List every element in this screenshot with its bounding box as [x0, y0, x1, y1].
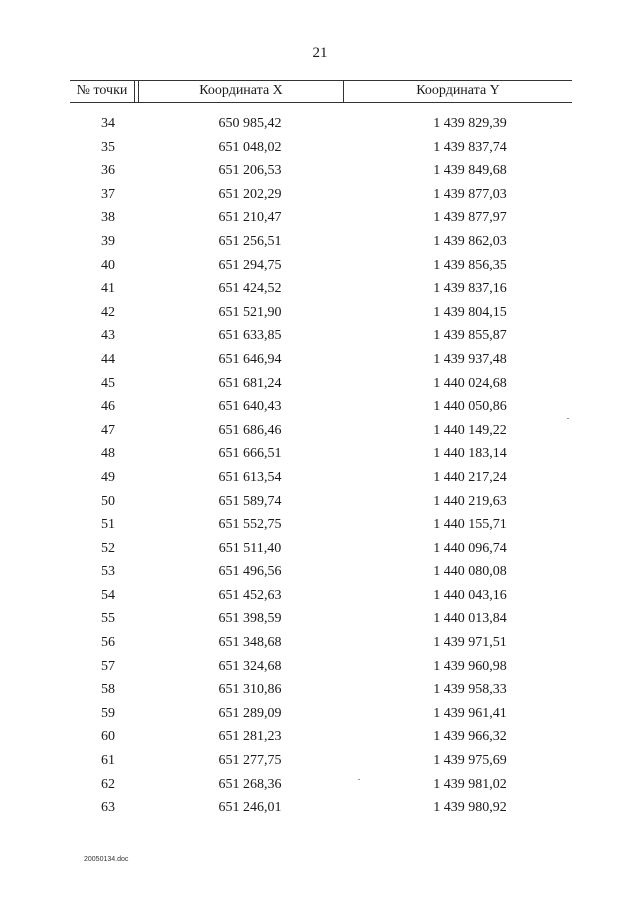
scan-speck: [358, 779, 360, 780]
table-row: [0, 492, 640, 516]
row-coordinate-x: 651 552,75: [218, 517, 282, 533]
row-coordinate-y: 1 439 971,51: [433, 635, 507, 651]
row-coordinate-y: 1 439 862,03: [433, 233, 507, 249]
row-coordinate-x: 651 324,68: [218, 658, 282, 674]
row-coordinate-y: 1 440 024,68: [433, 375, 507, 391]
header-coordinate-x: Координата X: [139, 81, 344, 102]
row-coordinate-y: 1 439 980,92: [433, 800, 507, 816]
row-coordinate-x: 651 496,56: [218, 564, 282, 580]
row-coordinate-x: 651 294,75: [218, 257, 282, 273]
table-row: [0, 515, 640, 539]
row-coordinate-x: 651 686,46: [218, 422, 282, 438]
row-coordinate-x: 651 289,09: [218, 705, 282, 721]
row-point-number: 59: [101, 705, 115, 721]
row-point-number: 54: [101, 587, 115, 603]
row-coordinate-x: 651 424,52: [218, 281, 282, 297]
table-row: [0, 232, 640, 256]
table-row: [0, 256, 640, 280]
row-coordinate-y: 1 440 043,16: [433, 587, 507, 603]
row-coordinate-y: 1 439 877,03: [433, 186, 507, 202]
row-coordinate-x: 651 210,47: [218, 210, 282, 226]
row-point-number: 60: [101, 729, 115, 745]
table-row: [0, 680, 640, 704]
page-number: 21: [312, 45, 328, 61]
table-row: [0, 586, 640, 610]
table-row: [0, 303, 640, 327]
row-point-number: 55: [101, 611, 115, 627]
header-coordinate-y: Координата Y: [416, 83, 500, 98]
row-coordinate-y: 1 440 013,84: [433, 611, 507, 627]
row-point-number: 41: [101, 281, 115, 297]
row-point-number: 38: [101, 210, 115, 226]
table-row: [0, 114, 640, 138]
row-coordinate-x: 651 398,59: [218, 611, 282, 627]
row-point-number: 44: [101, 351, 115, 367]
row-coordinate-x: 651 246,01: [218, 800, 282, 816]
table-row: [0, 185, 640, 209]
row-point-number: 37: [101, 186, 115, 202]
row-coordinate-x: 651 268,36: [218, 776, 282, 792]
row-coordinate-y: 1 439 837,74: [433, 139, 507, 155]
row-coordinate-x: 651 666,51: [218, 446, 282, 462]
row-coordinate-y: 1 440 050,86: [433, 399, 507, 415]
row-coordinate-y: 1 439 856,35: [433, 257, 507, 273]
row-coordinate-y: 1 439 958,33: [433, 682, 507, 698]
row-coordinate-y: 1 440 183,14: [433, 446, 507, 462]
row-coordinate-y: 1 439 829,39: [433, 116, 507, 131]
row-coordinate-y: 1 440 149,22: [433, 422, 507, 438]
table-row: [0, 727, 640, 751]
row-point-number: 63: [101, 800, 115, 816]
row-point-number: 51: [101, 517, 115, 533]
row-coordinate-y: 1 439 804,15: [433, 304, 507, 320]
header-point-number: № точки: [70, 81, 135, 102]
row-coordinate-y: 1 439 849,68: [433, 163, 507, 179]
row-coordinate-y: 1 440 096,74: [433, 540, 507, 556]
row-point-number: 57: [101, 658, 115, 674]
row-point-number: 46: [101, 399, 115, 415]
table-row: [0, 657, 640, 681]
row-coordinate-x: 650 985,42: [218, 116, 282, 131]
table-row: [0, 138, 640, 162]
table-row: [0, 326, 640, 350]
table-row: [0, 539, 640, 563]
row-coordinate-x: 651 640,43: [218, 399, 282, 415]
row-coordinate-x: 651 348,68: [218, 635, 282, 651]
row-coordinate-y: 1 440 080,08: [433, 564, 507, 580]
row-point-number: 52: [101, 540, 115, 556]
row-coordinate-x: 651 521,90: [218, 304, 282, 320]
row-coordinate-x: 651 633,85: [218, 328, 282, 344]
table-row: [0, 350, 640, 374]
row-coordinate-x: 651 206,53: [218, 163, 282, 179]
row-point-number: 47: [101, 422, 115, 438]
row-coordinate-x: 651 452,63: [218, 587, 282, 603]
row-point-number: 42: [101, 304, 115, 320]
row-coordinate-x: 651 310,86: [218, 682, 282, 698]
row-point-number: 34: [101, 116, 115, 131]
table-body: [0, 114, 640, 822]
table-row: [0, 279, 640, 303]
table-row: [0, 775, 640, 799]
row-point-number: 53: [101, 564, 115, 580]
table-row: [0, 751, 640, 775]
row-point-number: 56: [101, 635, 115, 651]
table-header: [70, 80, 572, 103]
file-name-footer: 20050134.doc: [84, 856, 129, 863]
table-row: [0, 633, 640, 657]
table-row: [0, 798, 640, 822]
row-point-number: 43: [101, 328, 115, 344]
row-coordinate-x: 651 256,51: [218, 233, 282, 249]
table-row: [0, 374, 640, 398]
row-coordinate-y: 1 439 966,32: [433, 729, 507, 745]
table-row: [0, 468, 640, 492]
row-coordinate-x: 651 589,74: [218, 493, 282, 509]
row-coordinate-x: 651 277,75: [218, 753, 282, 769]
row-coordinate-y: 1 439 981,02: [433, 776, 507, 792]
row-coordinate-y: 1 439 975,69: [433, 753, 507, 769]
row-coordinate-y: 1 440 155,71: [433, 517, 507, 533]
table-row: [0, 444, 640, 468]
row-coordinate-x: 651 646,94: [218, 351, 282, 367]
row-coordinate-x: 651 681,24: [218, 375, 282, 391]
row-coordinate-y: 1 440 219,63: [433, 493, 507, 509]
table-row: [0, 421, 640, 445]
row-coordinate-y: 1 439 855,87: [433, 328, 507, 344]
table-row: [0, 609, 640, 633]
table-row: [0, 397, 640, 421]
row-coordinate-y: 1 439 960,98: [433, 658, 507, 674]
scan-speck: [567, 418, 569, 419]
row-coordinate-x: 651 613,54: [218, 469, 282, 485]
row-coordinate-x: 651 048,02: [218, 139, 282, 155]
row-coordinate-y: 1 439 837,16: [433, 281, 507, 297]
table-row: [0, 161, 640, 185]
row-point-number: 50: [101, 493, 115, 509]
row-coordinate-x: 651 202,29: [218, 186, 282, 202]
row-point-number: 58: [101, 682, 115, 698]
row-coordinate-y: 1 439 877,97: [433, 210, 507, 226]
row-point-number: 40: [101, 257, 115, 273]
row-point-number: 49: [101, 469, 115, 485]
row-coordinate-x: 651 281,23: [218, 729, 282, 745]
row-point-number: 45: [101, 375, 115, 391]
row-point-number: 35: [101, 139, 115, 155]
table-row: [0, 562, 640, 586]
row-coordinate-y: 1 439 937,48: [433, 351, 507, 367]
row-point-number: 36: [101, 163, 115, 179]
row-point-number: 48: [101, 446, 115, 462]
row-coordinate-y: 1 439 961,41: [433, 705, 507, 721]
row-coordinate-y: 1 440 217,24: [433, 469, 507, 485]
row-point-number: 61: [101, 753, 115, 769]
row-point-number: 62: [101, 776, 115, 792]
row-point-number: 39: [101, 233, 115, 249]
table-row: [0, 704, 640, 728]
table-row: [0, 208, 640, 232]
row-coordinate-x: 651 511,40: [218, 540, 282, 556]
